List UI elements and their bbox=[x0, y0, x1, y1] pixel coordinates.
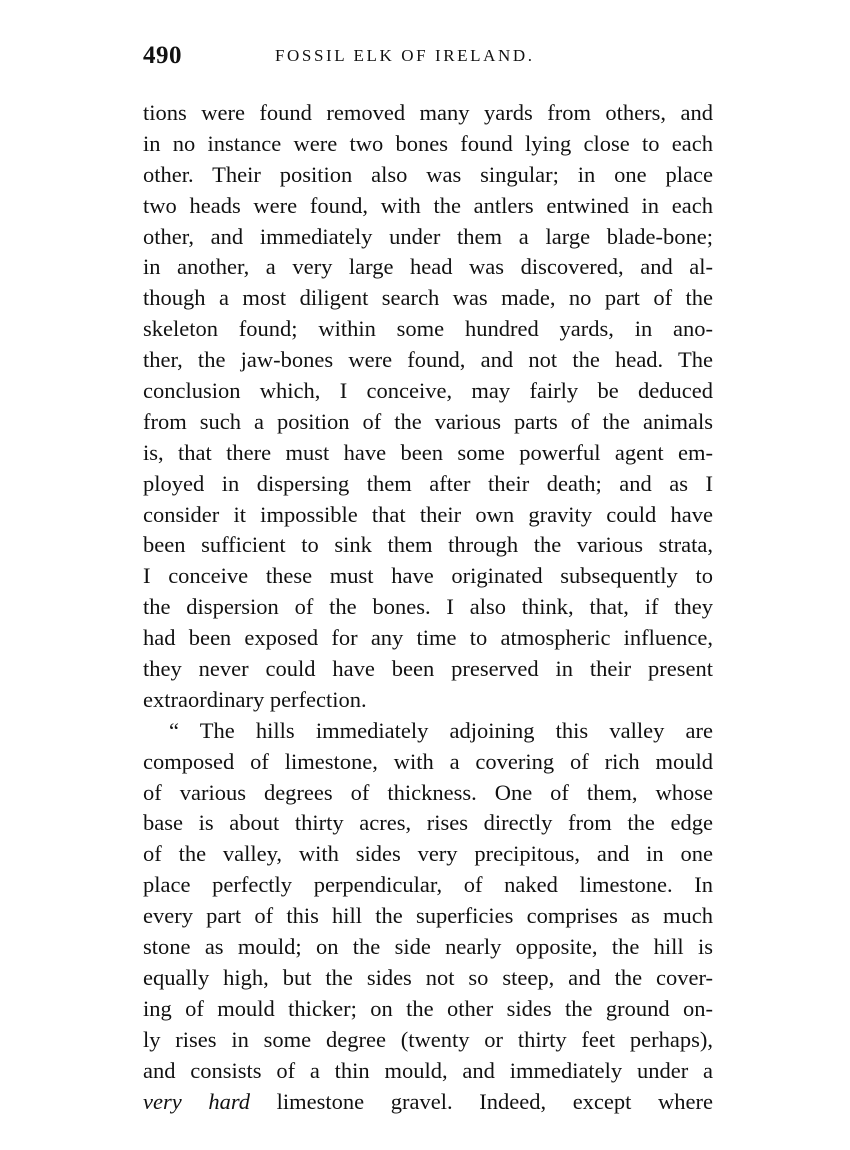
text-line: ly rises in some degree (twenty or thirty feet perhaps), bbox=[143, 1026, 713, 1052]
text-line: equally high, but the sides not so steep, and the cover- bbox=[143, 964, 713, 990]
running-head bbox=[143, 42, 713, 76]
text-line: of various degrees of thickness. One of them, whose bbox=[143, 779, 713, 805]
text-line: they never could have been preserved in their present bbox=[143, 656, 713, 682]
text-line: place perfectly perpendicular, of naked limestone. In bbox=[143, 872, 713, 898]
text-line: ployed in dispersing them after their death; and as I bbox=[143, 470, 713, 496]
text-line: tions were found removed many yards from others, and bbox=[143, 100, 713, 125]
text-line: conclusion which, I conceive, may fairly be deduced bbox=[143, 378, 713, 404]
text-line: other. Their position also was singular; in one place bbox=[143, 161, 713, 187]
running-title: FOSSIL ELK OF IRELAND. bbox=[275, 46, 535, 65]
text-line: stone as mould; on the side nearly opposite, the hill is bbox=[143, 934, 713, 960]
text-line: two heads were found, with the antlers entwined in each bbox=[143, 192, 713, 218]
page-number: 490 bbox=[143, 42, 182, 69]
text-line: been sufficient to sink them through the various strata, bbox=[143, 532, 713, 558]
text-line: the dispersion of the bones. I also think, that, if they bbox=[143, 594, 713, 620]
paragraph-start-line: “ The hills immediately adjoining this valley are bbox=[169, 717, 713, 743]
text-line: of the valley, with sides very precipitous, and in one bbox=[143, 841, 713, 867]
body-text bbox=[143, 98, 713, 1117]
text-line: ther, the jaw-bones were found, and not the head. The bbox=[143, 347, 713, 373]
text-line: from such a position of the various parts of the animals bbox=[143, 408, 713, 434]
paragraph-end-line: extraordinary perfection. bbox=[143, 686, 367, 712]
text-line: consider it impossible that their own gravity could have bbox=[143, 501, 713, 527]
text-line: ing of mould thicker; on the other sides the ground on- bbox=[143, 995, 713, 1021]
text-line: every part of this hill the superficies comprises as much bbox=[143, 903, 713, 929]
text-line: other, and immediately under them a large blade-bone; bbox=[143, 223, 713, 249]
text-line: and consists of a thin mould, and immediately under a bbox=[143, 1057, 713, 1083]
text-line: is, that there must have been some powerful agent em- bbox=[143, 439, 713, 465]
text-line-final bbox=[143, 1087, 713, 1118]
text-line: base is about thirty acres, rises directly from the edge bbox=[143, 810, 713, 836]
text-line: composed of limestone, with a covering of rich mould bbox=[143, 748, 713, 774]
text-line: I conceive these must have originated subsequently to bbox=[143, 563, 713, 589]
final-line-rest: limestone gravel. Indeed, except where bbox=[250, 1088, 713, 1114]
text-line: though a most diligent search was made, no part of the bbox=[143, 285, 713, 311]
text-line: in another, a very large head was discovered, and al- bbox=[143, 254, 713, 280]
text-line: had been exposed for any time to atmospheric influence, bbox=[143, 625, 713, 651]
italic-emphasis: very hard bbox=[143, 1088, 251, 1114]
text-line: in no instance were two bones found lying close to each bbox=[143, 130, 713, 156]
text-line: skeleton found; within some hundred yards, in ano- bbox=[143, 316, 713, 342]
